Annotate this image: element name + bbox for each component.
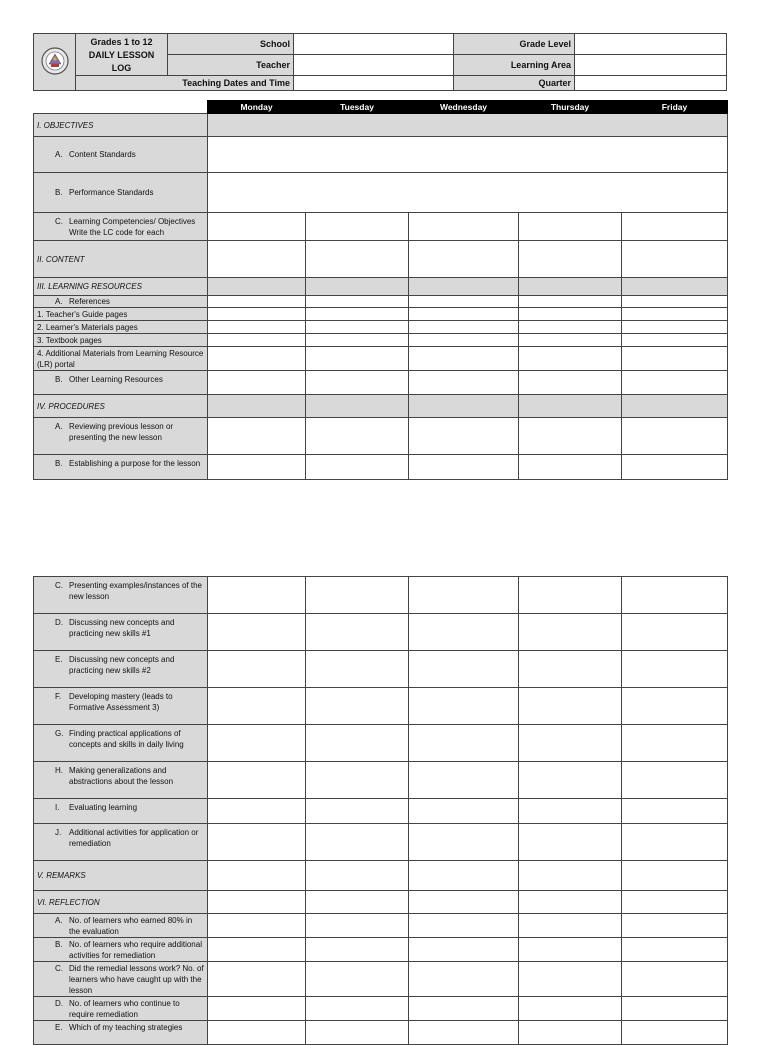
school-field[interactable] — [294, 34, 454, 55]
deped-seal-logo — [34, 34, 76, 91]
item-letter: J. — [55, 828, 62, 837]
row-label-content-standards — [34, 137, 208, 173]
teaching-dates-label: Teaching Dates and Time — [76, 76, 294, 91]
day-cell[interactable] — [409, 308, 519, 321]
day-cell[interactable] — [409, 824, 519, 861]
day-cell[interactable] — [409, 891, 519, 914]
day-cell[interactable] — [208, 347, 306, 371]
day-cell[interactable] — [519, 577, 622, 614]
day-cell[interactable] — [519, 308, 622, 321]
item-text: No. of learners who continue to require remediation — [69, 999, 180, 1019]
day-cell[interactable] — [409, 296, 519, 308]
day-cell[interactable] — [208, 861, 306, 891]
day-cell[interactable] — [306, 938, 409, 962]
learning-area-field[interactable] — [575, 55, 727, 76]
day-cell[interactable] — [306, 1021, 409, 1045]
row-label-learners-80-percent — [34, 914, 208, 938]
day-cell[interactable] — [208, 688, 306, 725]
day-cell[interactable] — [306, 997, 409, 1021]
day-cell[interactable] — [519, 914, 622, 938]
day-cell[interactable] — [409, 455, 519, 480]
day-cell[interactable] — [519, 455, 622, 480]
row-label-learners-remediation — [34, 938, 208, 962]
item-text: No. of learners who require additional activities for remediation — [69, 940, 202, 960]
day-cell[interactable] — [409, 321, 519, 334]
item-text: Making generalizations and abstractions about the lesson — [69, 766, 174, 786]
item-letter: I. — [55, 803, 60, 812]
item-text: Which of my teaching strategies — [69, 1023, 183, 1032]
item-text: Performance Standards — [69, 188, 154, 197]
row-label-textbook-pages: 3. Textbook pages — [34, 334, 208, 347]
item-text: No. of learners who earned 80% in the evaluation — [69, 916, 193, 936]
day-cell[interactable] — [208, 725, 306, 762]
day-cell[interactable] — [306, 914, 409, 938]
row-label-other-resources — [34, 371, 208, 395]
item-letter: A. — [55, 297, 63, 306]
item-letter: A. — [55, 916, 63, 925]
day-cell[interactable] — [622, 725, 728, 762]
day-cell[interactable] — [409, 861, 519, 891]
day-cell[interactable] — [622, 321, 728, 334]
day-cell[interactable] — [208, 371, 306, 395]
day-cell[interactable] — [519, 241, 622, 278]
day-cell[interactable] — [306, 762, 409, 799]
day-cell[interactable] — [306, 614, 409, 651]
item-letter: B. — [55, 375, 63, 384]
row-label-discussing-concepts-1 — [34, 614, 208, 651]
day-cell[interactable] — [622, 861, 728, 891]
item-letter: B. — [55, 459, 63, 468]
day-cell[interactable] — [622, 762, 728, 799]
day-cell[interactable] — [306, 577, 409, 614]
day-cell[interactable] — [208, 614, 306, 651]
day-cell[interactable] — [306, 213, 409, 241]
teaching-dates-field[interactable] — [294, 76, 454, 91]
objectives-shaded-bar — [208, 114, 728, 137]
item-text: Did the remedial lessons work? No. of learners who have caught up with the lesson — [69, 964, 204, 995]
row-label-generalizations — [34, 762, 208, 799]
day-cell[interactable] — [622, 962, 728, 997]
day-cell[interactable] — [208, 213, 306, 241]
section-learning-resources: III. LEARNING RESOURCES — [34, 278, 208, 296]
day-cell[interactable] — [622, 688, 728, 725]
day-cell[interactable] — [208, 321, 306, 334]
day-cell[interactable] — [622, 799, 728, 824]
performance-standards-cell[interactable] — [208, 173, 728, 213]
item-text: Additional activities for application or remediation — [69, 828, 199, 848]
day-cell[interactable] — [306, 725, 409, 762]
item-letter: C. — [55, 581, 63, 590]
title-daily-lesson-log: DAILY LESSON LOG — [88, 50, 155, 73]
day-cell[interactable] — [208, 455, 306, 480]
day-cell[interactable] — [409, 334, 519, 347]
day-cell[interactable] — [622, 938, 728, 962]
day-cell[interactable] — [208, 418, 306, 455]
row-label-discussing-concepts-2 — [34, 651, 208, 688]
item-text: Establishing a purpose for the lesson — [69, 459, 201, 468]
day-cell[interactable] — [622, 308, 728, 321]
day-cell[interactable] — [409, 962, 519, 997]
row-label-performance-standards — [34, 173, 208, 213]
day-cell[interactable] — [519, 799, 622, 824]
day-cell[interactable] — [306, 824, 409, 861]
row-label-evaluating-learning — [34, 799, 208, 824]
item-text: References — [69, 297, 110, 306]
day-cell[interactable] — [622, 334, 728, 347]
item-letter: A. — [55, 150, 63, 159]
day-cell[interactable] — [208, 799, 306, 824]
day-cell[interactable] — [208, 296, 306, 308]
lesson-log-table-page2 — [33, 576, 728, 1045]
row-label-practical-applications — [34, 725, 208, 762]
item-text: Developing mastery (leads to Formative Assessment 3) — [69, 692, 173, 712]
day-cell[interactable] — [306, 861, 409, 891]
row-label-learning-competencies — [34, 213, 208, 241]
section-reflection: VI. REFLECTION — [34, 891, 208, 914]
item-text: Reviewing previous lesson or presenting the new lesson — [69, 422, 174, 442]
day-cell[interactable] — [208, 241, 306, 278]
content-standards-cell[interactable] — [208, 137, 728, 173]
day-cell[interactable] — [622, 347, 728, 371]
item-text: Discussing new concepts and practicing new skills #1 — [69, 618, 175, 638]
day-cell[interactable] — [519, 762, 622, 799]
day-cell[interactable] — [409, 347, 519, 371]
day-header-thursday: Thursday — [519, 101, 622, 114]
grade-level-field[interactable] — [575, 34, 727, 55]
day-cell[interactable] — [409, 241, 519, 278]
day-cell[interactable] — [519, 371, 622, 395]
item-text: Finding practical applications of concepts and skills in daily living — [69, 729, 184, 749]
day-cell[interactable] — [622, 296, 728, 308]
day-cell[interactable] — [622, 1021, 728, 1045]
school-label: School — [168, 34, 294, 55]
day-cell[interactable] — [519, 824, 622, 861]
lesson-log-table-page1 — [33, 100, 728, 480]
item-letter: G. — [55, 729, 64, 738]
day-cell[interactable] — [409, 1021, 519, 1045]
day-cell[interactable] — [519, 725, 622, 762]
row-label-learners-materials: 2. Learner's Materials pages — [34, 321, 208, 334]
teacher-label: Teacher — [168, 55, 294, 76]
day-cell[interactable] — [208, 334, 306, 347]
day-cell[interactable] — [519, 962, 622, 997]
item-letter: D. — [55, 618, 63, 627]
day-cell[interactable] — [519, 997, 622, 1021]
item-letter: E. — [55, 1023, 63, 1032]
day-cell[interactable] — [622, 914, 728, 938]
item-text: Presenting examples/instances of the new lesson — [69, 581, 202, 601]
day-cell[interactable] — [306, 962, 409, 997]
document-title — [76, 34, 168, 76]
day-cell[interactable] — [409, 997, 519, 1021]
row-label-teaching-strategies — [34, 1021, 208, 1045]
day-header-friday: Friday — [622, 101, 728, 114]
row-label-establishing-purpose — [34, 455, 208, 480]
day-cell[interactable] — [208, 914, 306, 938]
row-label-additional-materials: 4. Additional Materials from Learning Resource (LR) portal — [34, 347, 208, 371]
day-cell[interactable] — [409, 762, 519, 799]
day-cell[interactable] — [306, 334, 409, 347]
item-text: Content Standards — [69, 150, 136, 159]
day-cell[interactable] — [622, 577, 728, 614]
item-text: Evaluating learning — [69, 803, 138, 812]
day-cell[interactable] — [409, 651, 519, 688]
section-remarks: V. REMARKS — [34, 861, 208, 891]
day-cell[interactable] — [306, 688, 409, 725]
day-cell[interactable] — [519, 418, 622, 455]
day-cell[interactable] — [208, 997, 306, 1021]
day-cell[interactable] — [622, 997, 728, 1021]
day-cell[interactable] — [306, 347, 409, 371]
day-cell[interactable] — [519, 651, 622, 688]
day-cell[interactable] — [306, 241, 409, 278]
day-cell[interactable] — [519, 296, 622, 308]
item-letter: D. — [55, 999, 63, 1008]
day-cell[interactable] — [519, 614, 622, 651]
day-cell[interactable] — [208, 577, 306, 614]
day-cell[interactable] — [208, 651, 306, 688]
item-text: Discussing new concepts and practicing new skills #2 — [69, 655, 175, 675]
day-cell[interactable] — [306, 321, 409, 334]
quarter-field[interactable] — [575, 76, 727, 91]
day-cell[interactable] — [409, 688, 519, 725]
day-cell[interactable] — [208, 308, 306, 321]
day-cell[interactable] — [622, 455, 728, 480]
day-header-wednesday: Wednesday — [409, 101, 519, 114]
item-letter: H. — [55, 766, 63, 775]
day-cell[interactable] — [519, 213, 622, 241]
item-letter: E. — [55, 655, 63, 664]
quarter-label: Quarter — [454, 76, 575, 91]
row-label-remedial-lessons-work — [34, 962, 208, 997]
day-cell[interactable] — [409, 418, 519, 455]
day-cell[interactable] — [409, 725, 519, 762]
item-letter: C. — [55, 964, 63, 973]
item-letter: C. — [55, 217, 63, 226]
day-cell[interactable] — [409, 371, 519, 395]
day-cell[interactable] — [208, 938, 306, 962]
grade-level-label: Grade Level — [454, 34, 575, 55]
day-cell[interactable] — [519, 334, 622, 347]
day-cell[interactable] — [306, 651, 409, 688]
day-cell[interactable] — [208, 962, 306, 997]
row-label-additional-activities — [34, 824, 208, 861]
section-content: II. CONTENT — [34, 241, 208, 278]
day-cell[interactable] — [409, 938, 519, 962]
day-cell[interactable] — [306, 455, 409, 480]
title-grades: Grades 1 to 12 — [90, 37, 153, 47]
item-letter: F. — [55, 692, 62, 701]
item-letter: B. — [55, 940, 63, 949]
header-table — [33, 33, 727, 91]
row-label-references — [34, 296, 208, 308]
day-cell[interactable] — [622, 418, 728, 455]
day-cell[interactable] — [208, 891, 306, 914]
day-cell[interactable] — [519, 347, 622, 371]
day-cell[interactable] — [519, 861, 622, 891]
item-text: Learning Competencies/ Objectives Write the LC code for each — [69, 217, 196, 237]
day-header-tuesday: Tuesday — [306, 101, 409, 114]
section-procedures: IV. PROCEDURES — [34, 395, 208, 418]
day-cell[interactable] — [306, 418, 409, 455]
learning-area-label: Learning Area — [454, 55, 575, 76]
row-label-developing-mastery — [34, 688, 208, 725]
day-cell[interactable] — [519, 891, 622, 914]
row-label-reviewing-lesson — [34, 418, 208, 455]
day-cell[interactable] — [409, 213, 519, 241]
day-header-monday: Monday — [208, 101, 306, 114]
item-letter: A. — [55, 422, 63, 431]
day-cell[interactable] — [409, 614, 519, 651]
day-cell[interactable] — [409, 914, 519, 938]
day-cell[interactable] — [519, 321, 622, 334]
row-label-continue-remediation — [34, 997, 208, 1021]
day-cell[interactable] — [208, 1021, 306, 1045]
day-cell[interactable] — [622, 241, 728, 278]
day-cell[interactable] — [208, 762, 306, 799]
row-label-presenting-examples — [34, 577, 208, 614]
day-cell[interactable] — [622, 651, 728, 688]
day-cell[interactable] — [306, 308, 409, 321]
day-cell[interactable] — [622, 614, 728, 651]
day-cell[interactable] — [306, 799, 409, 824]
day-cell[interactable] — [409, 577, 519, 614]
teacher-field[interactable] — [294, 55, 454, 76]
day-cell[interactable] — [622, 213, 728, 241]
day-cell[interactable] — [409, 799, 519, 824]
day-cell[interactable] — [306, 296, 409, 308]
day-cell[interactable] — [519, 688, 622, 725]
row-label-teachers-guide: 1. Teacher's Guide pages — [34, 308, 208, 321]
day-cell[interactable] — [519, 1021, 622, 1045]
item-text: Other Learning Resources — [69, 375, 163, 384]
day-cell[interactable] — [519, 938, 622, 962]
day-cell[interactable] — [208, 824, 306, 861]
item-letter: B. — [55, 188, 63, 197]
day-cell[interactable] — [622, 891, 728, 914]
section-objectives: I. OBJECTIVES — [34, 114, 208, 137]
day-cell[interactable] — [306, 371, 409, 395]
day-cell[interactable] — [306, 891, 409, 914]
day-cell[interactable] — [622, 371, 728, 395]
day-cell[interactable] — [622, 824, 728, 861]
